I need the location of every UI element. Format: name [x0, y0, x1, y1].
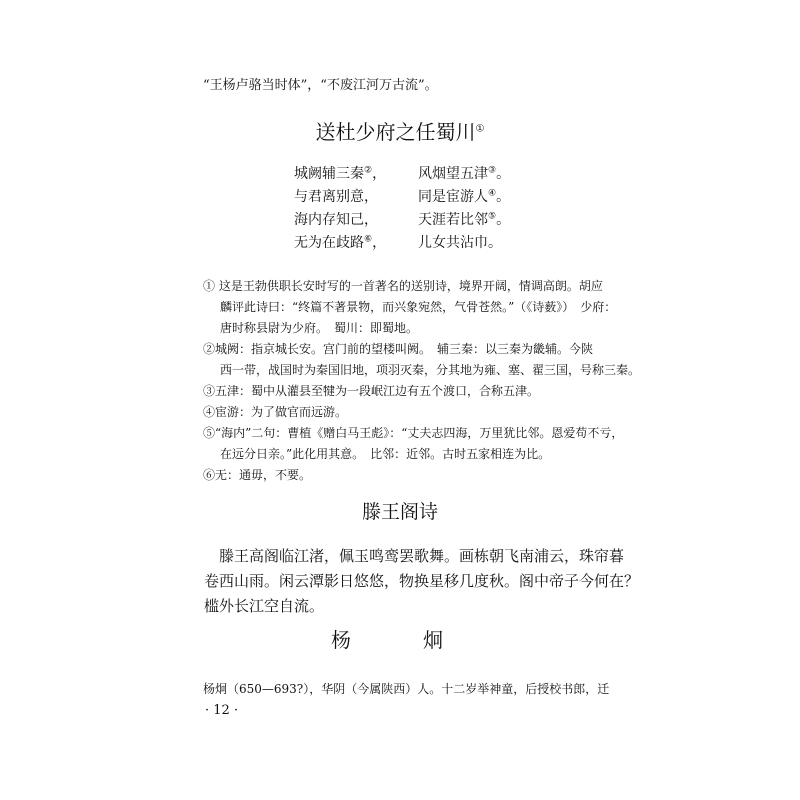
poem2-title: 滕王阁诗 — [361, 501, 438, 523]
poem1-line-4b: 儿女共沾巾。 — [418, 235, 502, 251]
poem1-line-1b: 风烟望五津③。 — [418, 165, 511, 182]
poem2-line: 槛外长江空自流。 — [204, 597, 325, 615]
author-bio: 杨炯（650—693?），华阴（今属陕西）人。十二岁举神童，后授校书郎，迁 — [203, 682, 610, 696]
poem1-title-footnote-mark: ① — [475, 123, 485, 135]
footnote-line: 西一带，战国时为秦国旧地，项羽灭秦，分其地为雍、塞、翟三国，号称三秦。 — [220, 363, 641, 377]
footnote-line: ④宦游：为了做官而远游。 — [203, 405, 348, 419]
footnote-line: ⑤“海内”二句：曹植《赠白马王彪》：“丈夫志四海，万里犹比邻。恩爱苟不亏， — [203, 426, 624, 440]
footnote-line: ① 这是王勃供职长安时写的一首著名的送别诗，境界开阔，情调高朗。胡应 — [203, 279, 603, 293]
footnote-line: 唐时称县尉为少府。 蜀川：即蜀地。 — [220, 321, 419, 335]
footnote-line: ③五津：蜀中从灌县至犍为一段岷江边有五个渡口，合称五津。 — [203, 384, 540, 398]
footnote-line: ②城阙：指京城长安。宫门前的望楼叫阙。 辅三秦：以三秦为畿辅。今陕 — [203, 342, 594, 356]
author-heading: 杨 炯 — [331, 628, 469, 652]
footnote-line: 麟评此诗曰：“终篇不著景物，而兴象宛然，气骨苍然。”（《诗薮》） 少府： — [220, 300, 617, 314]
poem1-line-3b: 天涯若比邻⑤。 — [418, 211, 511, 228]
poem1-title — [0, 116, 800, 145]
poem1-line-4a: 无为在歧路⑥， — [294, 234, 387, 251]
intro-line: “王杨卢骆当时体”，“不废江河万古流”。 — [203, 78, 438, 93]
page-number: · 12 · — [205, 703, 239, 718]
footnote-line: ⑥无：通毋，不要。 — [203, 468, 312, 482]
footnote-line: 在远分日亲。”此化用其意。 比邻：近邻。古时五家相连为比。 — [220, 447, 551, 461]
poem1-line-3a: 海内存知己， — [294, 212, 378, 228]
poem2-line: 卷西山雨。闲云潭影日悠悠，物换星移几度秋。阁中帝子今何在？ — [204, 572, 640, 590]
poem1-line-2b: 同是宦游人④。 — [418, 188, 511, 205]
poem2-line: 滕王高阁临江渚，佩玉鸣鸾罢歌舞。画栋朝飞南浦云，珠帘暮 — [219, 547, 625, 565]
poem1-line-1a: 城阙辅三秦②， — [294, 165, 387, 182]
poem1-line-2a: 与君离别意， — [294, 189, 378, 205]
poem1-title-text: 送杜少府之任蜀川 — [315, 120, 476, 144]
